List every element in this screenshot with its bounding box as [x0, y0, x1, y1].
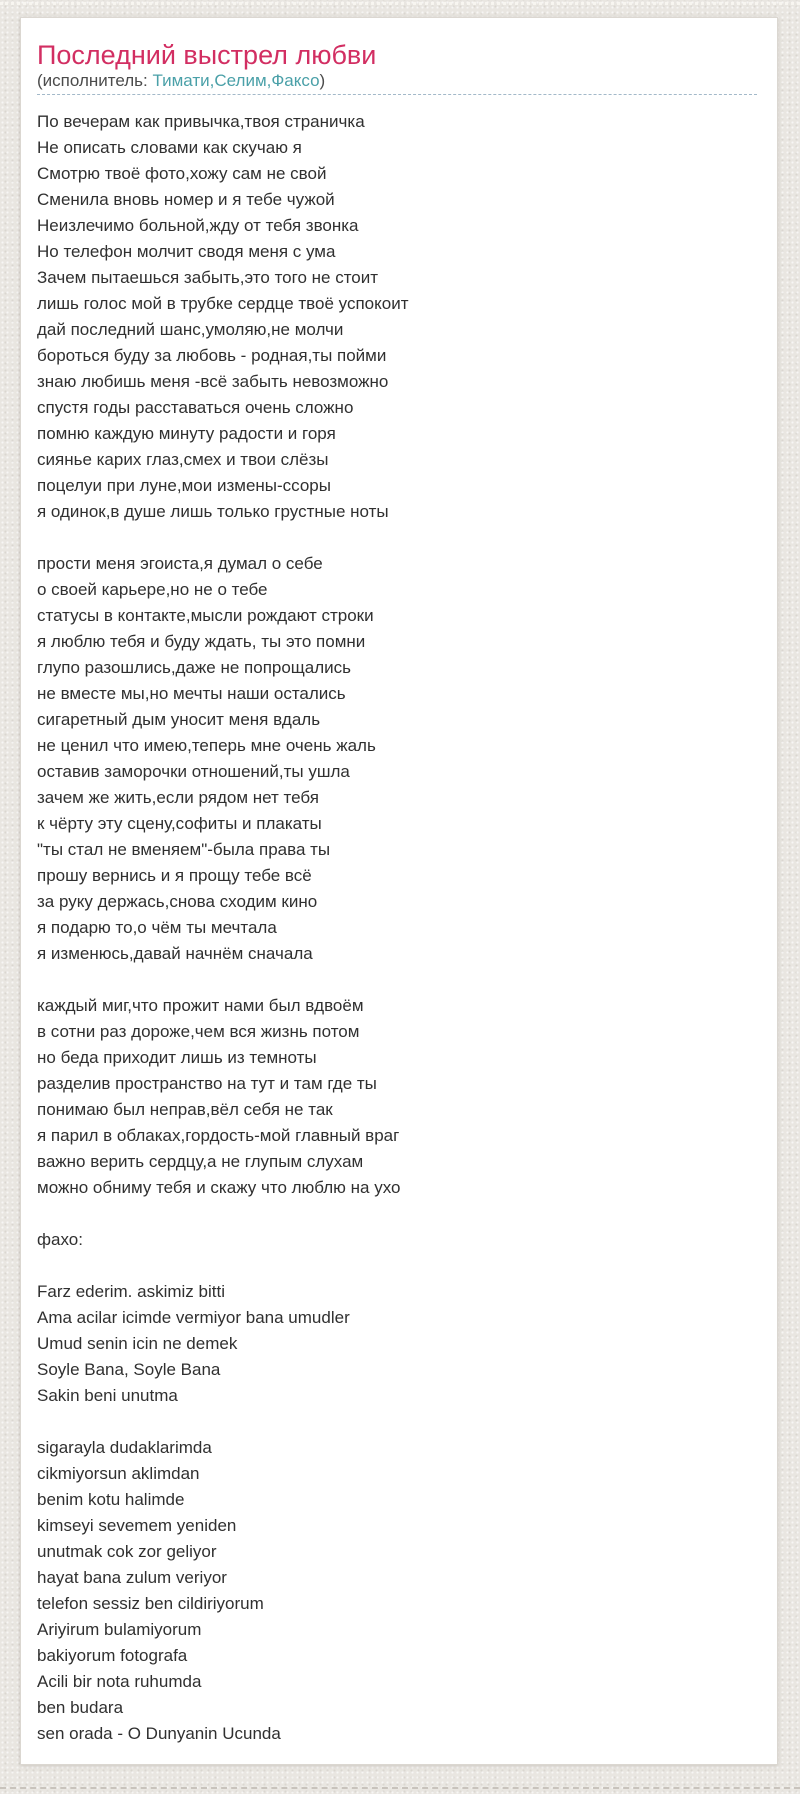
lyric-line: разделив пространство на тут и там где ты: [37, 1074, 377, 1093]
lyric-line: помню каждую минуту радости и горя: [37, 424, 336, 443]
lyric-line: не ценил что имею,теперь мне очень жаль: [37, 736, 376, 755]
lyric-line: я парил в облаках,гордость-мой главный враг: [37, 1126, 400, 1145]
lyric-line: Acili bir nota ruhumda: [37, 1672, 202, 1691]
lyric-line: важно верить сердцу,а не глупым слухам: [37, 1152, 364, 1171]
lyric-line: Soyle Bana, Soyle Bana: [37, 1360, 221, 1379]
verse: [37, 993, 757, 1201]
lyric-line: глупо разошлись,даже не попрощались: [37, 658, 352, 677]
lyric-line: сиянье карих глаз,смех и твои слёзы: [37, 450, 329, 469]
lyric-line: дай последний шанс,умоляю,не молчи: [37, 320, 344, 339]
lyric-line: sigarayla dudaklarimda: [37, 1438, 212, 1457]
lyric-line: понимаю был неправ,вёл себя не так: [37, 1100, 333, 1119]
verse: [37, 1227, 757, 1253]
lyric-line: cikmiyorsun aklimdan: [37, 1464, 200, 1483]
lyric-line: спустя годы расставаться очень сложно: [37, 398, 354, 417]
lyric-line: за руку держась,снова сходим кино: [37, 892, 318, 911]
lyric-line: kimseyi sevemem yeniden: [37, 1516, 237, 1535]
lyric-line: telefon sessiz ben cildiriyorum: [37, 1594, 264, 1613]
lyrics-text: [37, 109, 757, 1747]
lyric-line: я люблю тебя и буду ждать, ты это помни: [37, 632, 366, 651]
lyric-line: Sakin beni unutma: [37, 1386, 178, 1405]
lyric-line: прости меня эгоиста,я думал о себе: [37, 554, 323, 573]
lyric-line: фахо:: [37, 1230, 83, 1249]
artist-close-paren: ): [319, 71, 326, 90]
artist-label: (исполнитель:: [37, 71, 148, 90]
lyric-line: о своей карьере,но не о тебе: [37, 580, 268, 599]
lyric-line: ben budara: [37, 1698, 124, 1717]
lyric-line: знаю любишь меня -всё забыть невозможно: [37, 372, 389, 391]
lyric-line: не вместе мы,но мечты наши остались: [37, 684, 346, 703]
lyric-line: unutmak cok zor geliyor: [37, 1542, 217, 1561]
lyric-line: Смотрю твоё фото,хожу сам не свой: [37, 164, 327, 183]
lyric-line: Farz ederim. askimiz bitti: [37, 1282, 225, 1301]
verse: [37, 109, 757, 525]
lyric-line: Ariyirum bulamiyorum: [37, 1620, 202, 1639]
lyric-line: статусы в контакте,мысли рождают строки: [37, 606, 374, 625]
song-title: Последний выстрел любви: [37, 40, 377, 70]
lyric-line: прошу вернись и я прощу тебе всё: [37, 866, 312, 885]
lyric-line: Сменила вновь номер и я тебе чужой: [37, 190, 335, 209]
lyric-line: Umud senin icin ne demek: [37, 1334, 238, 1353]
lyric-line: Неизлечимо больной,жду от тебя звонка: [37, 216, 359, 235]
lyric-line: benim kotu halimde: [37, 1490, 185, 1509]
lyric-line: зачем же жить,если рядом нет тебя: [37, 788, 319, 807]
lyric-line: но беда приходит лишь из темноты: [37, 1048, 317, 1067]
lyric-line: Но телефон молчит сводя меня с ума: [37, 242, 336, 261]
lyric-line: sen orada - O Dunyanin Ucunda: [37, 1724, 281, 1743]
lyric-line: Ama acilar icimde vermiyor bana umudler: [37, 1308, 350, 1327]
lyric-line: в сотни раз дороже,чем вся жизнь потом: [37, 1022, 360, 1041]
lyric-line: поцелуи при луне,мои измены-ссоры: [37, 476, 331, 495]
lyric-line: я изменюсь,давай начнём сначала: [37, 944, 313, 963]
lyric-line: я подарю то,о чём ты мечтала: [37, 918, 277, 937]
lyrics-panel: [20, 17, 778, 1765]
lyric-line: сигаретный дым уносит меня вдаль: [37, 710, 321, 729]
lyric-line: можно обниму тебя и скажу что люблю на ухо: [37, 1178, 401, 1197]
artist-link[interactable]: Тимати,Селим,Факсо: [152, 71, 320, 90]
verse: [37, 1435, 757, 1747]
lyric-line: hayat bana zulum veriyor: [37, 1568, 227, 1587]
lyric-line: bakiyorum fotografa: [37, 1646, 188, 1665]
lyric-line: я одинок,в душе лишь только грустные ноты: [37, 502, 389, 521]
verse: [37, 551, 757, 967]
lyric-line: Зачем пытаешься забыть,это того не стоит: [37, 268, 379, 287]
background-texture-top-line: [0, 2, 800, 5]
artist-line: [37, 71, 757, 95]
lyric-line: бороться буду за любовь - родная,ты пойми: [37, 346, 387, 365]
background-texture-bottom-line: [0, 1787, 800, 1789]
lyric-line: каждый миг,что прожит нами был вдвоём: [37, 996, 364, 1015]
lyric-line: к чёрту эту сцену,софиты и плакаты: [37, 814, 322, 833]
lyric-line: По вечерам как привычка,твоя страничка: [37, 112, 365, 131]
lyric-line: лишь голос мой в трубке сердце твоё успокоит: [37, 294, 409, 313]
lyric-line: оставив заморочки отношений,ты ушла: [37, 762, 350, 781]
lyric-line: Не описать словами как скучаю я: [37, 138, 302, 157]
lyric-line: "ты стал не вменяем"-была права ты: [37, 840, 331, 859]
verse: [37, 1279, 757, 1409]
